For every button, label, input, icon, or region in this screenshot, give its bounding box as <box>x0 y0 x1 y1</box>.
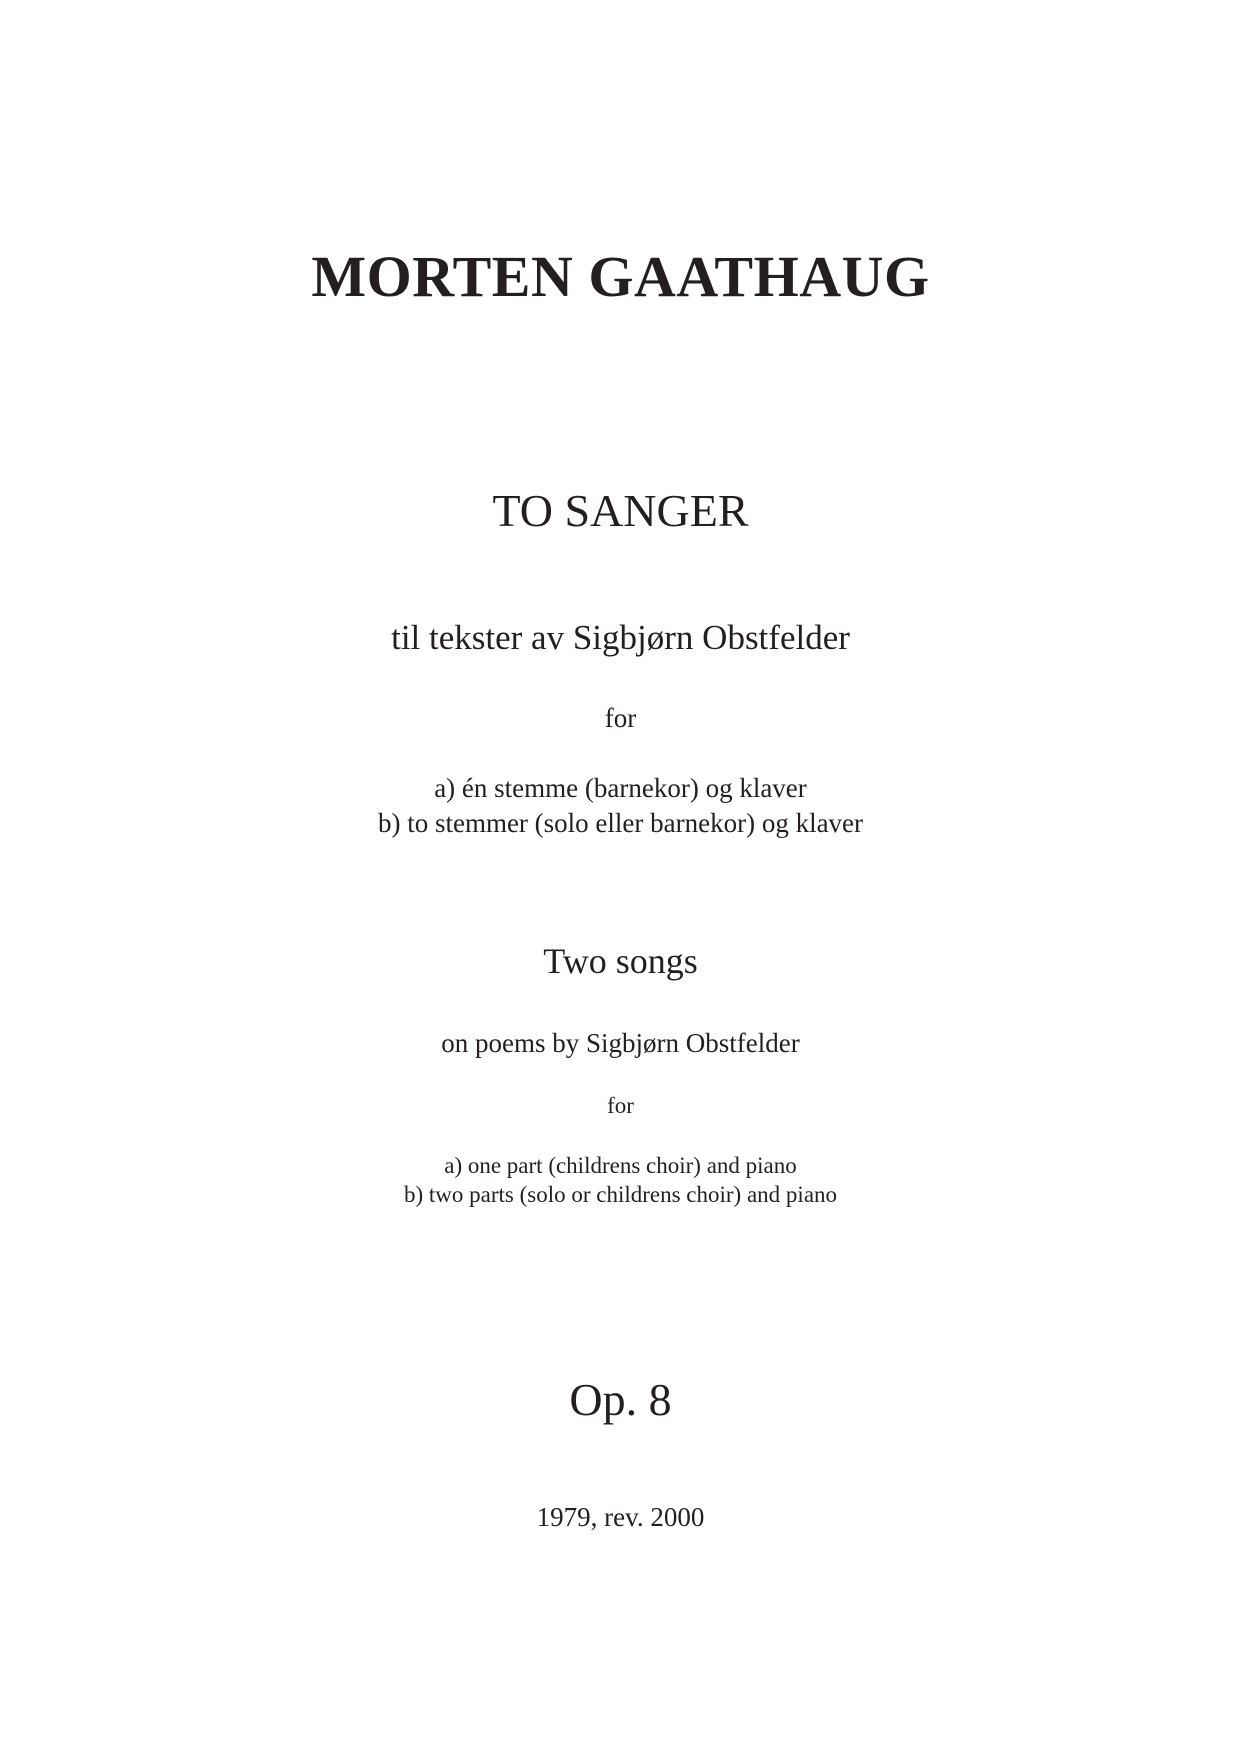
composition-date: 1979, rev. 2000 <box>536 1502 705 1532</box>
composer-name: MORTEN GAATHAUG <box>311 244 930 309</box>
subtitle-english: on poems by Sigbjørn Obstfelder <box>441 1028 800 1058</box>
scoring-english-a: a) one part (childrens choir) and piano <box>444 1153 797 1178</box>
scoring-english-b: b) two parts (solo or childrens choir) and piano <box>403 1182 838 1207</box>
for-label-norwegian: for <box>604 703 637 733</box>
subtitle-norwegian: til tekster av Sigbjørn Obstfelder <box>391 618 850 657</box>
title-norwegian: TO SANGER <box>492 485 749 536</box>
scoring-norwegian-b: b) to stemmer (solo eller barnekor) og klaver <box>377 808 864 838</box>
scoring-norwegian-a: a) én stemme (barnekor) og klaver <box>434 773 807 803</box>
title-english: Two songs <box>543 941 698 981</box>
opus-number: Op. 8 <box>569 1374 672 1425</box>
for-label-english: for <box>607 1093 634 1118</box>
